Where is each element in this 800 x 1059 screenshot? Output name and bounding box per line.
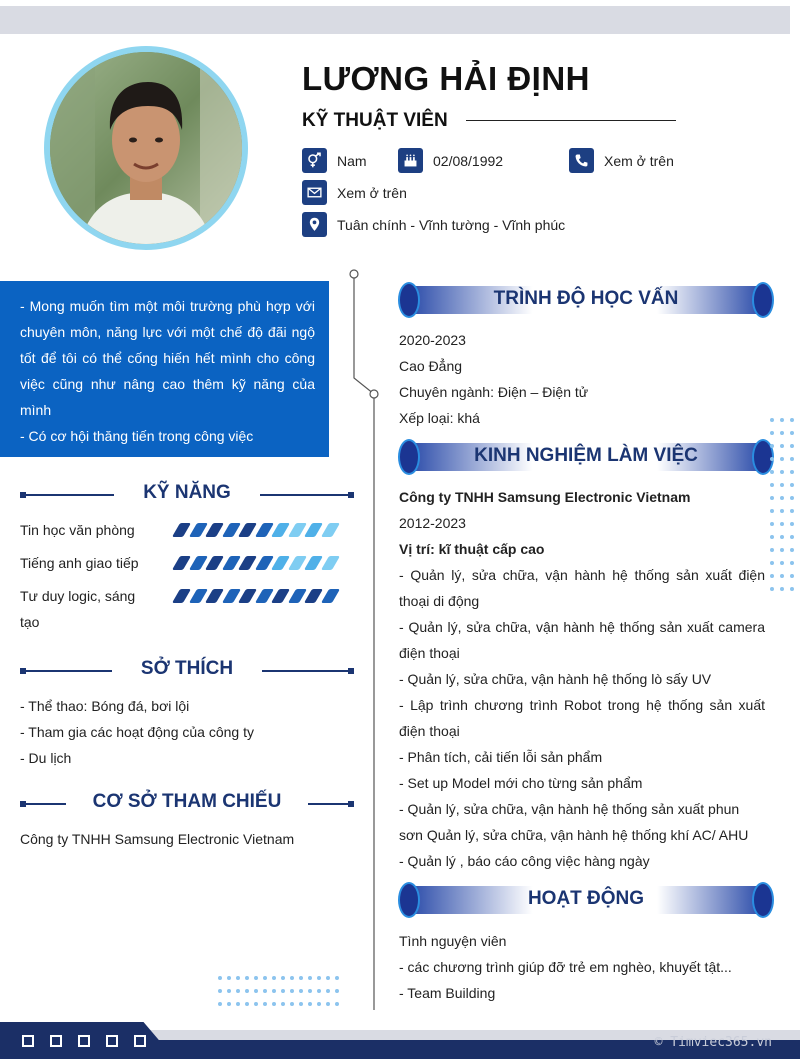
candidate-name: LƯƠNG HẢI ĐỊNH <box>302 60 591 97</box>
skill-row <box>20 517 350 543</box>
education-period: 2020-2023 <box>399 332 466 348</box>
birthday-value: 02/08/1992 <box>433 152 504 169</box>
education-grade: Xếp loại: khá <box>399 410 480 426</box>
email-info <box>302 180 407 205</box>
skill-segment <box>172 523 191 537</box>
skill-segment <box>304 589 323 603</box>
duty-item: - Quản lý, sửa chữa, vận hành hệ thống sản xuất phun sơn Quản lý, sửa chữa, vận hành hệ thống khí AC/ AHU <box>399 801 749 843</box>
skill-segment <box>271 523 290 537</box>
decorative-dots-right <box>770 418 794 591</box>
email-value: Xem ở trên <box>337 184 407 201</box>
cake-icon <box>398 148 423 173</box>
location-icon <box>302 212 327 237</box>
skill-segment <box>320 589 339 603</box>
references-text: Công ty TNHH Samsung Electronic Vietnam <box>20 831 295 847</box>
activities-heading <box>398 882 774 918</box>
skill-segment <box>304 556 323 570</box>
duty-item: - Set up Model mới cho từng sản phẩm <box>399 775 643 791</box>
gender-icon <box>302 148 327 173</box>
skill-segment <box>205 523 224 537</box>
title-divider <box>466 120 676 121</box>
timeline-line <box>344 266 384 1012</box>
avatar <box>50 52 242 244</box>
footer-square <box>134 1035 146 1047</box>
skill-segment <box>320 523 339 537</box>
education-heading <box>398 282 774 318</box>
address-info <box>302 212 565 237</box>
activity-item: Tình nguyện viên <box>399 933 507 949</box>
references-heading <box>20 791 354 817</box>
skill-segment <box>271 556 290 570</box>
hobbies-heading <box>20 658 354 684</box>
experience-details <box>399 484 765 874</box>
objective-line: - Có cơ hội thăng tiến trong công việc <box>20 428 254 444</box>
experience-heading <box>398 439 774 475</box>
activity-item: - Team Building <box>399 985 496 1001</box>
experience-position: Vị trí: kĩ thuật cấp cao <box>399 541 545 557</box>
skills-heading-label: KỸ NĂNG <box>143 482 231 503</box>
education-level: Cao Đẳng <box>399 358 463 374</box>
education-heading-label: TRÌNH ĐỘ HỌC VẤN <box>493 288 679 309</box>
duty-item: - Quản lý, sửa chữa, vận hành hệ thống sản xuất camera điện thoại <box>399 619 765 661</box>
skill-segment <box>304 523 323 537</box>
skill-segment <box>172 556 191 570</box>
gender-info <box>302 148 367 173</box>
skill-name: Tiếng anh giao tiếp <box>20 555 139 571</box>
job-title: KỸ THUẬT VIÊN <box>302 110 448 131</box>
skill-segment <box>320 556 339 570</box>
activities-heading-label: HOẠT ĐỘNG <box>527 888 645 909</box>
skill-segment <box>238 523 257 537</box>
activities-details <box>399 928 765 1006</box>
duty-item: - Quản lý, sửa chữa, vận hành hệ thống lò sấy UV <box>399 671 712 687</box>
address-value: Tuân chính - Vĩnh tường - Vĩnh phúc <box>337 216 566 233</box>
experience-heading-label: KINH NGHIỆM LÀM VIỆC <box>474 445 698 466</box>
education-details <box>399 327 765 431</box>
list-item: - Du lịch <box>20 750 72 766</box>
mail-icon <box>302 180 327 205</box>
experience-company: Công ty TNHH Samsung Electronic Vietnam <box>399 489 691 505</box>
skill-segment <box>271 589 290 603</box>
avatar-photo <box>50 52 242 244</box>
skill-row <box>20 583 350 635</box>
skill-segment <box>238 556 257 570</box>
skill-row <box>20 550 350 576</box>
gender-value: Nam <box>337 152 367 169</box>
footer-square <box>78 1035 90 1047</box>
duty-item: - Quản lý , báo cáo công việc hàng ngày <box>399 853 650 869</box>
top-bar <box>0 6 790 34</box>
phone-value: Xem ở trên <box>604 152 674 169</box>
skill-segment <box>172 589 191 603</box>
footer-square <box>22 1035 34 1047</box>
phone-info <box>569 148 674 173</box>
experience-period: 2012-2023 <box>399 515 466 531</box>
skill-segment <box>205 589 224 603</box>
phone-icon <box>569 148 594 173</box>
skill-segment <box>205 556 224 570</box>
duty-item: - Phân tích, cải tiến lỗi sản phẩm <box>399 749 603 765</box>
skill-name: Tin học văn phòng <box>20 522 135 538</box>
activity-item: - các chương trình giúp đỡ trẻ em nghèo, khuyết tật... <box>399 959 732 975</box>
decorative-dots-bottom <box>218 976 339 1006</box>
duty-item: - Quản lý, sửa chữa, vận hành hệ thống sản xuất điện thoại di động <box>399 567 765 609</box>
career-objective <box>0 281 329 457</box>
list-item: - Thể thao: Bóng đá, bơi lội <box>20 698 190 714</box>
duty-item: - Lập trình chương trình Robot trong hệ thống sản xuất điện thoại <box>399 697 765 739</box>
footer-square <box>50 1035 62 1047</box>
references-heading-label: CƠ SỞ THAM CHIẾU <box>92 791 282 812</box>
birthday-info <box>398 148 503 173</box>
hobbies-list <box>20 693 254 771</box>
education-major: Chuyên ngành: Điện – Điện tử <box>399 384 589 400</box>
list-item: - Tham gia các hoạt động của công ty <box>20 724 254 740</box>
footer-square <box>106 1035 118 1047</box>
objective-line: - Mong muốn tìm một môi trường phù hợp với chuyên môn, năng lực với một chế độ đãi ngộ tốt để tôi có thể cống hiến hết mình cho công việc cũng như nâng cao thêm kỹ năng của mình <box>20 298 315 418</box>
watermark: © Timviec365.vn <box>654 1035 772 1050</box>
hobbies-heading-label: SỞ THÍCH <box>140 658 234 679</box>
skill-segment <box>238 589 257 603</box>
skill-name: Tư duy logic, sáng tạo <box>20 588 136 630</box>
skills-heading <box>20 482 354 508</box>
